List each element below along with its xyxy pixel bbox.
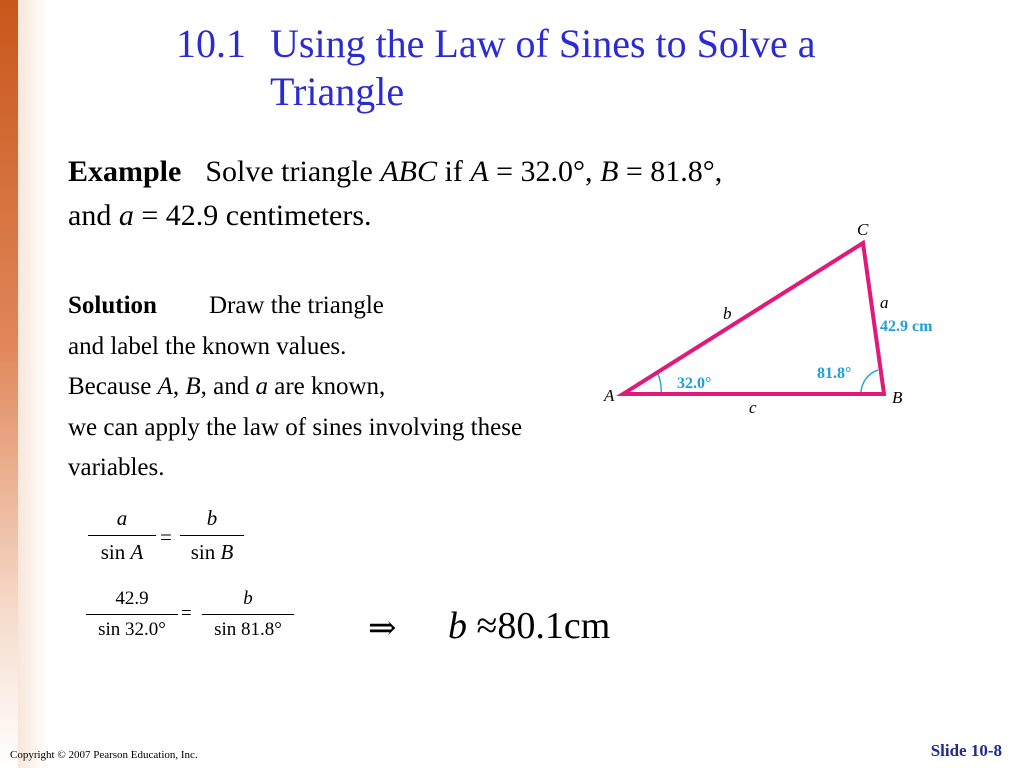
eq2-num-left: 42.9 <box>86 588 178 615</box>
solution-line-3c: , and <box>200 373 256 400</box>
solution-line-3a: Because <box>68 373 158 400</box>
eq2-num-right: b <box>202 588 294 615</box>
triangle-diagram <box>590 215 970 425</box>
example-angle-b: B <box>600 155 619 188</box>
eq2-den-left: sin 32.0° <box>98 619 166 640</box>
vertex-a-label: A <box>604 386 615 405</box>
side-a-value: 42.9 cm <box>880 318 933 335</box>
solution-line-3d: are known, <box>267 373 386 400</box>
eq1-den-left-fn: sin <box>100 540 126 564</box>
eq1-den-right-var: B <box>220 540 234 564</box>
decorative-sidebar-fade <box>18 0 48 768</box>
example-label: Example <box>68 155 182 188</box>
eq1-den-left-var: A <box>130 540 144 564</box>
example-text-3: = 32.0°, <box>488 155 601 188</box>
example-abc: ABC <box>380 155 437 188</box>
example-text-2: if <box>436 155 471 188</box>
solution-line-5: variables. <box>68 454 165 481</box>
eq2-den-right: sin 81.8° <box>214 619 282 640</box>
result-var: b <box>448 605 467 647</box>
solution-line-4: we can apply the law of sines involving these <box>68 413 523 441</box>
implies-arrow: ⇒ <box>368 610 397 647</box>
title-text: Using the Law of Sines to Solve a Triangle <box>270 21 816 114</box>
solution-line-1: Draw the triangle <box>208 292 384 319</box>
result-expression <box>448 604 610 648</box>
example-text-1: Solve triangle <box>205 155 381 188</box>
eq2-equals: = <box>181 603 192 624</box>
result-value: 80.1 <box>497 605 564 647</box>
fraction-a-over-sinA <box>88 506 156 565</box>
eq1-num-right: b <box>180 506 244 536</box>
vertex-b-label: B <box>892 388 903 407</box>
result-approx: ≈ <box>476 605 498 647</box>
example-angle-a: A <box>470 155 489 188</box>
result-unit: cm <box>563 605 611 647</box>
side-a-label: a <box>880 293 889 312</box>
angle-a-value: 32.0° <box>677 375 712 392</box>
side-c-label: c <box>749 398 757 417</box>
example-text-5: and <box>68 199 119 232</box>
solution-var-A: A <box>157 373 173 400</box>
angle-b-value: 81.8° <box>817 365 852 382</box>
eq1-num-left: a <box>88 506 156 536</box>
eq1-den-left <box>88 536 156 565</box>
vertex-c-label: C <box>857 220 869 239</box>
solution-var-B: B <box>185 373 201 400</box>
slide-number: Slide 10-8 <box>930 741 1002 760</box>
solution-label: Solution <box>68 292 157 319</box>
eq1-equals: = <box>160 525 172 549</box>
title-number: 10.1 <box>176 21 246 66</box>
fraction-b-over-sinB <box>180 506 244 565</box>
example-text-6: = 42.9 centimeters. <box>133 199 372 232</box>
example-text-4: = 81.8°, <box>618 155 723 188</box>
side-b-label: b <box>723 304 732 323</box>
fraction-429-over-sin32 <box>86 588 178 641</box>
solution-line-2: and label the known values. <box>68 332 347 360</box>
solution-line-3b: , <box>172 373 186 400</box>
angle-b-arc <box>861 370 878 394</box>
solution-var-a: a <box>255 373 268 400</box>
example-side-a: a <box>118 199 134 232</box>
angle-a-arc <box>657 372 661 394</box>
eq1-den-right <box>180 536 244 565</box>
eq1-den-right-fn: sin <box>190 540 216 564</box>
fraction-b-over-sin818 <box>202 588 294 641</box>
decorative-sidebar-bar <box>0 0 18 768</box>
copyright-text: Copyright © 2007 Pearson Education, Inc. <box>10 749 198 761</box>
